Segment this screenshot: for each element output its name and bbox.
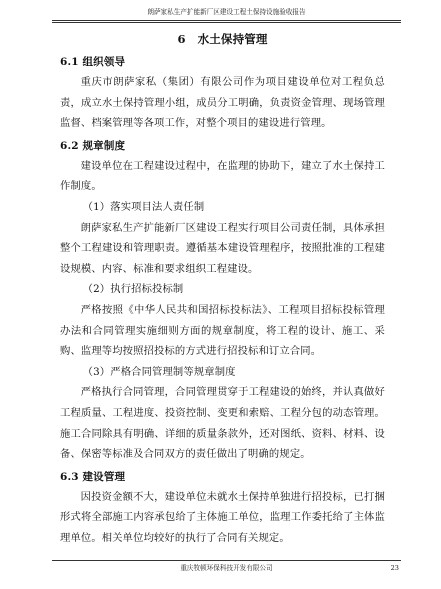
section-heading-6-2: 6.2 规章制度: [60, 139, 126, 152]
chapter-title-text: 水土保持管理: [197, 32, 268, 46]
header-divider: [52, 22, 401, 23]
sub-heading: （1）落实项目法人责任制: [82, 200, 205, 213]
paragraph: 重庆市朗萨家私（集团）有限公司作为项目建设单位对工程负总责，成立水土保持管理小组，成员分工明确，负责资金管理、现场管理监督、档案管理等各项工作，对整个项目的建设进行管理。: [60, 76, 385, 130]
page-body: [60, 28, 385, 548]
paragraph: 因投资金额不大，建设单位未就水土保持单独进行招投标，已打捆形式将全部施工内容承包给了主体施工单位，监理工作委托给了主体监理单位。相关单位均较好的执行了合同有关规定。: [60, 490, 385, 544]
section-heading-6-1: 6.1 组织领导: [60, 56, 126, 68]
paragraph: 朗萨家私生产扩能新厂区建设工程实行项目公司责任制，具体承担整个工程建设和管理职责。遵循基本建设管理程序，按照批准的工程建设规模、内容、标准和要求组织工程建设。: [60, 221, 385, 275]
paragraph: 建设单位在工程建设过程中，在监理的协助下，建立了水土保持工作制度。: [60, 159, 385, 193]
sub-heading: （2）执行招标投标制: [82, 283, 184, 296]
section-heading-6-3: 6.3 建设管理: [60, 470, 126, 483]
chapter-number: 6: [177, 32, 186, 46]
page-header: [52, 6, 401, 21]
sub-heading: （3）严格合同管理制等规章制度: [82, 365, 236, 378]
footer-company: 重庆牧顿环保科技开发有限公司: [180, 564, 273, 572]
paragraph: 严格按照《中华人民共和国招标投标法》、工程项目招标投标管理办法和合同管理实施细则方面的规章制度，将工程的设计、施工、采购、监理等均按照招投标的方式进行招投标和订立合同。: [60, 303, 385, 358]
page-number: 23: [390, 564, 399, 572]
header-title: 朗萨家私生产扩能新厂区建设工程土保持设施验收报告: [147, 8, 306, 16]
paragraph: 严格执行合同管理，合同管理贯穿于工程建设的始终，并认真做好工程质量、工程进度、投资控制、变更和索赔、工程分包的动态管理。施工合同除具有明确、详细的质量条款外，还对图纸、资料、材料、设备、保密等标准及合同双方的责任做出了明确的规定。: [60, 386, 385, 461]
page-footer: [52, 560, 401, 575]
chapter-title: [60, 28, 385, 50]
